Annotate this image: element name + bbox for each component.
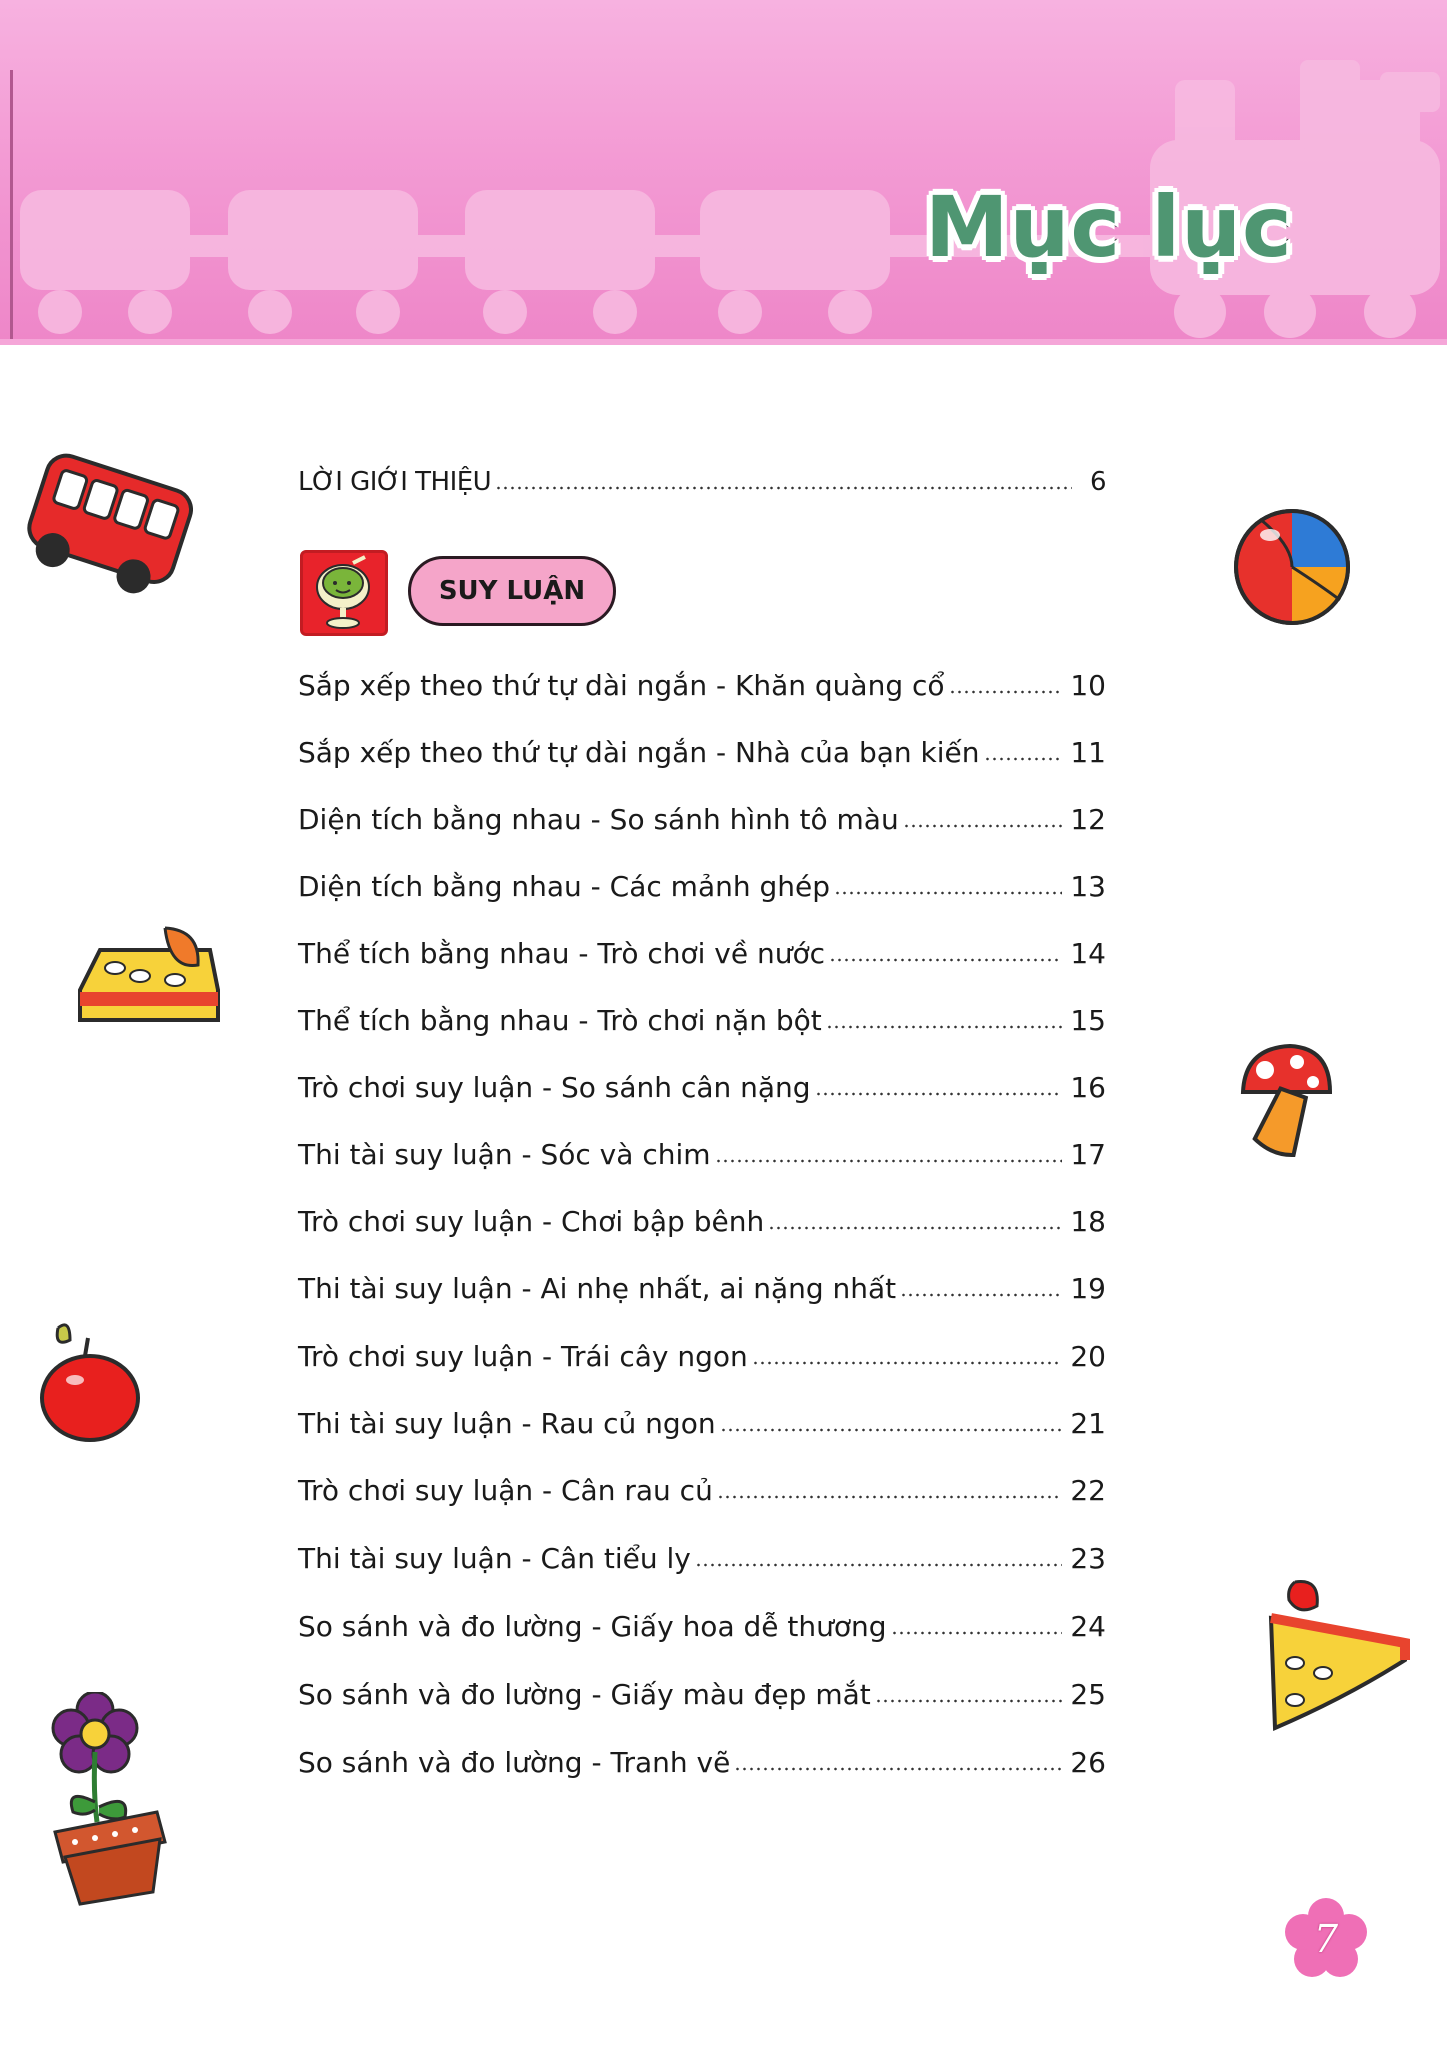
dot-leader: [495, 484, 1072, 492]
toc-row[interactable]: [298, 930, 1106, 974]
toc-entry-label: Sắp xếp theo thứ tự dài ngắn - Nhà của bạn kiến: [298, 736, 980, 769]
dot-leader: [695, 1561, 1063, 1569]
toc-row[interactable]: [298, 1131, 1106, 1175]
toc-row[interactable]: [298, 1467, 1106, 1511]
juice-glass-icon: [300, 550, 388, 636]
header-banner: [0, 0, 1447, 345]
apple-icon: [30, 1318, 145, 1443]
dot-leader: [815, 1090, 1063, 1098]
toc-entry-page: 14: [1070, 937, 1106, 970]
toc-intro-row[interactable]: [298, 458, 1106, 502]
toc-entry-page: 10: [1070, 669, 1106, 702]
toc-row[interactable]: [298, 997, 1106, 1041]
toc-entry-label: So sánh và đo lường - Giấy hoa dễ thương: [298, 1610, 887, 1643]
toc-row[interactable]: [298, 1603, 1106, 1647]
flower-pot-icon: [45, 1692, 170, 1907]
toc-entry-page: 16: [1070, 1071, 1106, 1104]
bus-icon: [18, 445, 193, 605]
toc-entry-label: Sắp xếp theo thứ tự dài ngắn - Khăn quàng cổ: [298, 669, 945, 702]
toc-entry-label: Trò chơi suy luận - Cân rau củ: [298, 1474, 713, 1507]
toc-entry-page: 25: [1070, 1678, 1106, 1711]
dot-leader: [984, 755, 1063, 763]
train-silhouette-icon: [0, 0, 1447, 345]
dot-leader: [720, 1426, 1063, 1434]
toc-entry-page: 20: [1070, 1340, 1106, 1373]
ball-icon: [1230, 505, 1355, 630]
toc-entry-label: Diện tích bằng nhau - So sánh hình tô màu: [298, 803, 899, 836]
toc-entry-label: Thi tài suy luận - Rau củ ngon: [298, 1407, 716, 1440]
dot-leader: [734, 1765, 1062, 1773]
toc-entry-label: LỜI GIỚI THIỆU: [298, 467, 492, 497]
toc-entry-page: 6: [1089, 467, 1106, 497]
toc-row[interactable]: [298, 1265, 1106, 1309]
dot-leader: [900, 1291, 1062, 1299]
mushroom-icon: [1235, 1040, 1335, 1160]
toc-row[interactable]: [298, 1671, 1106, 1715]
toc-entry-label: Thi tài suy luận - Cân tiểu ly: [298, 1542, 691, 1575]
toc-entry-page: 23: [1070, 1542, 1106, 1575]
page-title: Mục lục: [925, 178, 1293, 276]
pie-slice-icon: [1265, 1578, 1415, 1733]
toc-entry-label: So sánh và đo lường - Giấy màu đẹp mắt: [298, 1678, 871, 1711]
toc-row[interactable]: [298, 1333, 1106, 1377]
toc-entry-page: 22: [1070, 1474, 1106, 1507]
toc-entry-label: Trò chơi suy luận - Chơi bập bênh: [298, 1205, 765, 1238]
toc-row[interactable]: [298, 1198, 1106, 1242]
dot-leader: [768, 1224, 1062, 1232]
toc-row[interactable]: [298, 863, 1106, 907]
banner-edge: [10, 70, 13, 345]
toc-entry-label: Diện tích bằng nhau - Các mảnh ghép: [298, 870, 831, 903]
toc-entry-label: Trò chơi suy luận - So sánh cân nặng: [298, 1071, 811, 1104]
dot-leader: [903, 822, 1063, 830]
toc-entry-page: 26: [1070, 1746, 1106, 1779]
dot-leader: [717, 1493, 1063, 1501]
toc-entry-page: 21: [1070, 1407, 1106, 1440]
toc-entry-page: 24: [1070, 1610, 1106, 1643]
toc-entry-label: Thi tài suy luận - Sóc và chim: [298, 1138, 711, 1171]
cake-icon: [70, 920, 225, 1045]
toc-row[interactable]: [298, 662, 1106, 706]
toc-entry-page: 11: [1070, 736, 1106, 769]
dot-leader: [875, 1697, 1063, 1705]
toc-row[interactable]: [298, 1739, 1106, 1783]
toc-entry-label: So sánh và đo lường - Tranh vẽ: [298, 1746, 731, 1779]
toc-entry-label: Thể tích bằng nhau - Trò chơi về nước: [298, 937, 826, 970]
toc-row[interactable]: [298, 729, 1106, 773]
toc-entry-page: 19: [1070, 1272, 1106, 1305]
toc-row[interactable]: [298, 1535, 1106, 1579]
section-label-pill[interactable]: SUY LUẬN: [408, 556, 616, 626]
dot-leader: [891, 1629, 1063, 1637]
dot-leader: [949, 688, 1063, 696]
toc-entry-page: 13: [1070, 870, 1106, 903]
page-number: 7: [1313, 1917, 1339, 1961]
toc-entry-label: Trò chơi suy luận - Trái cây ngon: [298, 1340, 748, 1373]
toc-entry-page: 18: [1070, 1205, 1106, 1238]
dot-leader: [829, 956, 1062, 964]
toc-entry-page: 17: [1070, 1138, 1106, 1171]
toc-row[interactable]: [298, 1064, 1106, 1108]
section-header: [300, 550, 640, 640]
dot-leader: [715, 1157, 1063, 1165]
dot-leader: [834, 889, 1062, 897]
dot-leader: [826, 1023, 1063, 1031]
toc-row[interactable]: [298, 796, 1106, 840]
toc-entry-label: Thể tích bằng nhau - Trò chơi nặn bột: [298, 1004, 822, 1037]
toc-entry-page: 15: [1070, 1004, 1106, 1037]
toc-row[interactable]: [298, 1400, 1106, 1444]
toc-entry-page: 12: [1070, 803, 1106, 836]
toc-entry-label: Thi tài suy luận - Ai nhẹ nhất, ai nặng nhất: [298, 1272, 897, 1305]
dot-leader: [752, 1359, 1063, 1367]
